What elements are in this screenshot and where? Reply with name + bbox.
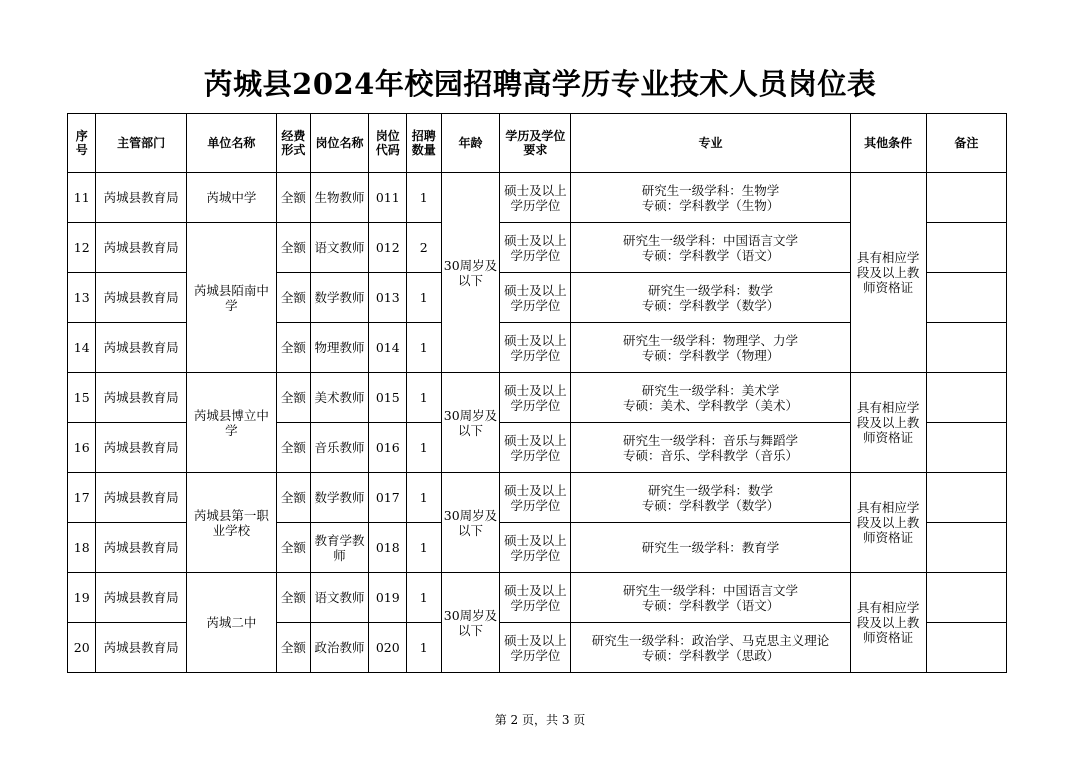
cell-post: 生物教师 — [310, 173, 369, 223]
cell-edu: 硕士及以上学历学位 — [500, 473, 571, 523]
header-count: 招聘数量 — [407, 114, 442, 173]
cell-count: 1 — [407, 273, 442, 323]
header-funding: 经费形式 — [277, 114, 310, 173]
cell-dept: 芮城县教育局 — [96, 373, 186, 423]
document-title: 芮城县2024年校园招聘高学历专业技术人员岗位表 — [203, 67, 877, 101]
page-number: 第 2 页，共 3 页 — [494, 713, 586, 727]
cell-remark — [926, 423, 1006, 473]
cell-funding: 全额 — [277, 573, 310, 623]
cell-seq: 19 — [68, 573, 96, 623]
header-unit: 单位名称 — [186, 114, 276, 173]
cell-remark — [926, 373, 1006, 423]
cell-dept: 芮城县教育局 — [96, 223, 186, 273]
cell-count: 1 — [407, 573, 442, 623]
major-line: 专硕：学科教学（物理） — [641, 347, 780, 363]
cell-edu: 硕士及以上学历学位 — [500, 523, 571, 573]
major-line: 研究生一级学科：中国语言文学 — [623, 582, 799, 598]
cell-code: 014 — [369, 323, 407, 373]
cell-major — [571, 173, 850, 223]
cell-post: 数学教师 — [310, 273, 369, 323]
major-line: 研究生一级学科：数学 — [648, 282, 774, 298]
cell-remark — [926, 623, 1006, 673]
cell-unit: 芮城县博立中学 — [186, 373, 276, 473]
header-remark: 备注 — [926, 114, 1006, 173]
cell-dept: 芮城县教育局 — [96, 423, 186, 473]
cell-seq: 15 — [68, 373, 96, 423]
cell-funding: 全额 — [277, 423, 310, 473]
cell-unit: 芮城县第一职业学校 — [186, 473, 276, 573]
cell-seq: 11 — [68, 173, 96, 223]
major-line: 研究生一级学科：物理学、力学 — [623, 332, 799, 348]
major-line: 专硕：学科教学（数学） — [641, 297, 780, 313]
cell-count: 1 — [407, 423, 442, 473]
cell-remark — [926, 473, 1006, 523]
cell-age: 30周岁及以下 — [441, 173, 500, 373]
cell-seq: 13 — [68, 273, 96, 323]
cell-dept: 芮城县教育局 — [96, 173, 186, 223]
table-body — [68, 173, 1007, 673]
cell-code: 020 — [369, 623, 407, 673]
major-line: 研究生一级学科：生物学 — [641, 182, 780, 198]
cell-seq: 20 — [68, 623, 96, 673]
header-seq: 序号 — [68, 114, 96, 173]
cell-edu: 硕士及以上学历学位 — [500, 423, 571, 473]
table-row — [68, 473, 1007, 523]
header-dept: 主管部门 — [96, 114, 186, 173]
cell-major — [571, 273, 850, 323]
cell-major — [571, 223, 850, 273]
major-line: 研究生一级学科：数学 — [648, 482, 774, 498]
cell-post: 语文教师 — [310, 573, 369, 623]
cell-seq: 17 — [68, 473, 96, 523]
cell-seq: 18 — [68, 523, 96, 573]
cell-count: 2 — [407, 223, 442, 273]
cell-seq: 14 — [68, 323, 96, 373]
cell-other: 具有相应学段及以上教师资格证 — [850, 473, 926, 573]
cell-code: 011 — [369, 173, 407, 223]
cell-edu: 硕士及以上学历学位 — [500, 173, 571, 223]
major-line: 专硕：学科教学（数学） — [641, 497, 780, 513]
cell-major — [571, 573, 850, 623]
cell-major — [571, 323, 850, 373]
cell-other: 具有相应学段及以上教师资格证 — [850, 173, 926, 373]
cell-post: 教育学教师 — [310, 523, 369, 573]
cell-post: 语文教师 — [310, 223, 369, 273]
cell-unit: 芮城县陌南中学 — [186, 223, 276, 373]
cell-funding: 全额 — [277, 623, 310, 673]
cell-edu: 硕士及以上学历学位 — [500, 623, 571, 673]
major-line: 专硕：学科教学（语文） — [641, 597, 780, 613]
major-line: 研究生一级学科：音乐与舞蹈学 — [623, 432, 799, 448]
header-edu: 学历及学位要求 — [500, 114, 571, 173]
cell-funding: 全额 — [277, 173, 310, 223]
cell-major — [571, 473, 850, 523]
cell-remark — [926, 323, 1006, 373]
cell-remark — [926, 273, 1006, 323]
cell-funding: 全额 — [277, 223, 310, 273]
table-row — [68, 173, 1007, 223]
cell-count: 1 — [407, 323, 442, 373]
cell-code: 019 — [369, 573, 407, 623]
major-line: 专硕：音乐、学科教学（音乐） — [623, 447, 799, 463]
major-line: 研究生一级学科：政治学、马克思主义理论 — [591, 632, 830, 648]
table-row — [68, 573, 1007, 623]
cell-other: 具有相应学段及以上教师资格证 — [850, 373, 926, 473]
cell-post: 数学教师 — [310, 473, 369, 523]
major-line: 专硕：学科教学（生物） — [641, 197, 780, 213]
cell-code: 018 — [369, 523, 407, 573]
cell-remark — [926, 573, 1006, 623]
major-line: 研究生一级学科：教育学 — [641, 540, 780, 555]
cell-code: 016 — [369, 423, 407, 473]
cell-funding: 全额 — [277, 273, 310, 323]
major-line: 研究生一级学科：美术学 — [641, 382, 780, 398]
cell-major — [571, 423, 850, 473]
cell-major — [571, 373, 850, 423]
cell-edu: 硕士及以上学历学位 — [500, 273, 571, 323]
cell-edu: 硕士及以上学历学位 — [500, 223, 571, 273]
cell-funding: 全额 — [277, 473, 310, 523]
cell-age: 30周岁及以下 — [441, 473, 500, 573]
positions-table — [67, 113, 1007, 673]
table-header-row — [68, 114, 1007, 173]
cell-remark — [926, 223, 1006, 273]
cell-edu: 硕士及以上学历学位 — [500, 373, 571, 423]
cell-count: 1 — [407, 373, 442, 423]
major-line: 专硕：学科教学（语文） — [641, 247, 780, 263]
cell-code: 012 — [369, 223, 407, 273]
cell-dept: 芮城县教育局 — [96, 523, 186, 573]
cell-seq: 12 — [68, 223, 96, 273]
cell-major — [571, 623, 850, 673]
cell-remark — [926, 523, 1006, 573]
cell-post: 美术教师 — [310, 373, 369, 423]
cell-edu: 硕士及以上学历学位 — [500, 573, 571, 623]
cell-seq: 16 — [68, 423, 96, 473]
cell-count: 1 — [407, 523, 442, 573]
cell-edu: 硕士及以上学历学位 — [500, 323, 571, 373]
cell-dept: 芮城县教育局 — [96, 473, 186, 523]
major-line: 专硕：美术、学科教学（美术） — [623, 397, 799, 413]
cell-post: 物理教师 — [310, 323, 369, 373]
header-post: 岗位名称 — [310, 114, 369, 173]
cell-code: 015 — [369, 373, 407, 423]
cell-dept: 芮城县教育局 — [96, 323, 186, 373]
cell-remark — [926, 173, 1006, 223]
cell-dept: 芮城县教育局 — [96, 623, 186, 673]
cell-count: 1 — [407, 173, 442, 223]
header-code: 岗位代码 — [369, 114, 407, 173]
major-line: 研究生一级学科：中国语言文学 — [623, 232, 799, 248]
cell-code: 017 — [369, 473, 407, 523]
cell-dept: 芮城县教育局 — [96, 273, 186, 323]
cell-unit: 芮城二中 — [186, 573, 276, 673]
cell-code: 013 — [369, 273, 407, 323]
table-row — [68, 373, 1007, 423]
cell-age: 30周岁及以下 — [441, 573, 500, 673]
cell-age: 30周岁及以下 — [441, 373, 500, 473]
cell-count: 1 — [407, 473, 442, 523]
cell-funding: 全额 — [277, 373, 310, 423]
cell-unit: 芮城中学 — [186, 173, 276, 223]
cell-count: 1 — [407, 623, 442, 673]
header-other: 其他条件 — [850, 114, 926, 173]
cell-post: 政治教师 — [310, 623, 369, 673]
cell-major — [571, 523, 850, 573]
cell-funding: 全额 — [277, 323, 310, 373]
header-age: 年龄 — [441, 114, 500, 173]
cell-post: 音乐教师 — [310, 423, 369, 473]
cell-funding: 全额 — [277, 523, 310, 573]
cell-dept: 芮城县教育局 — [96, 573, 186, 623]
header-major: 专业 — [571, 114, 850, 173]
major-line: 专硕：学科教学（思政） — [641, 647, 780, 663]
cell-other: 具有相应学段及以上教师资格证 — [850, 573, 926, 673]
